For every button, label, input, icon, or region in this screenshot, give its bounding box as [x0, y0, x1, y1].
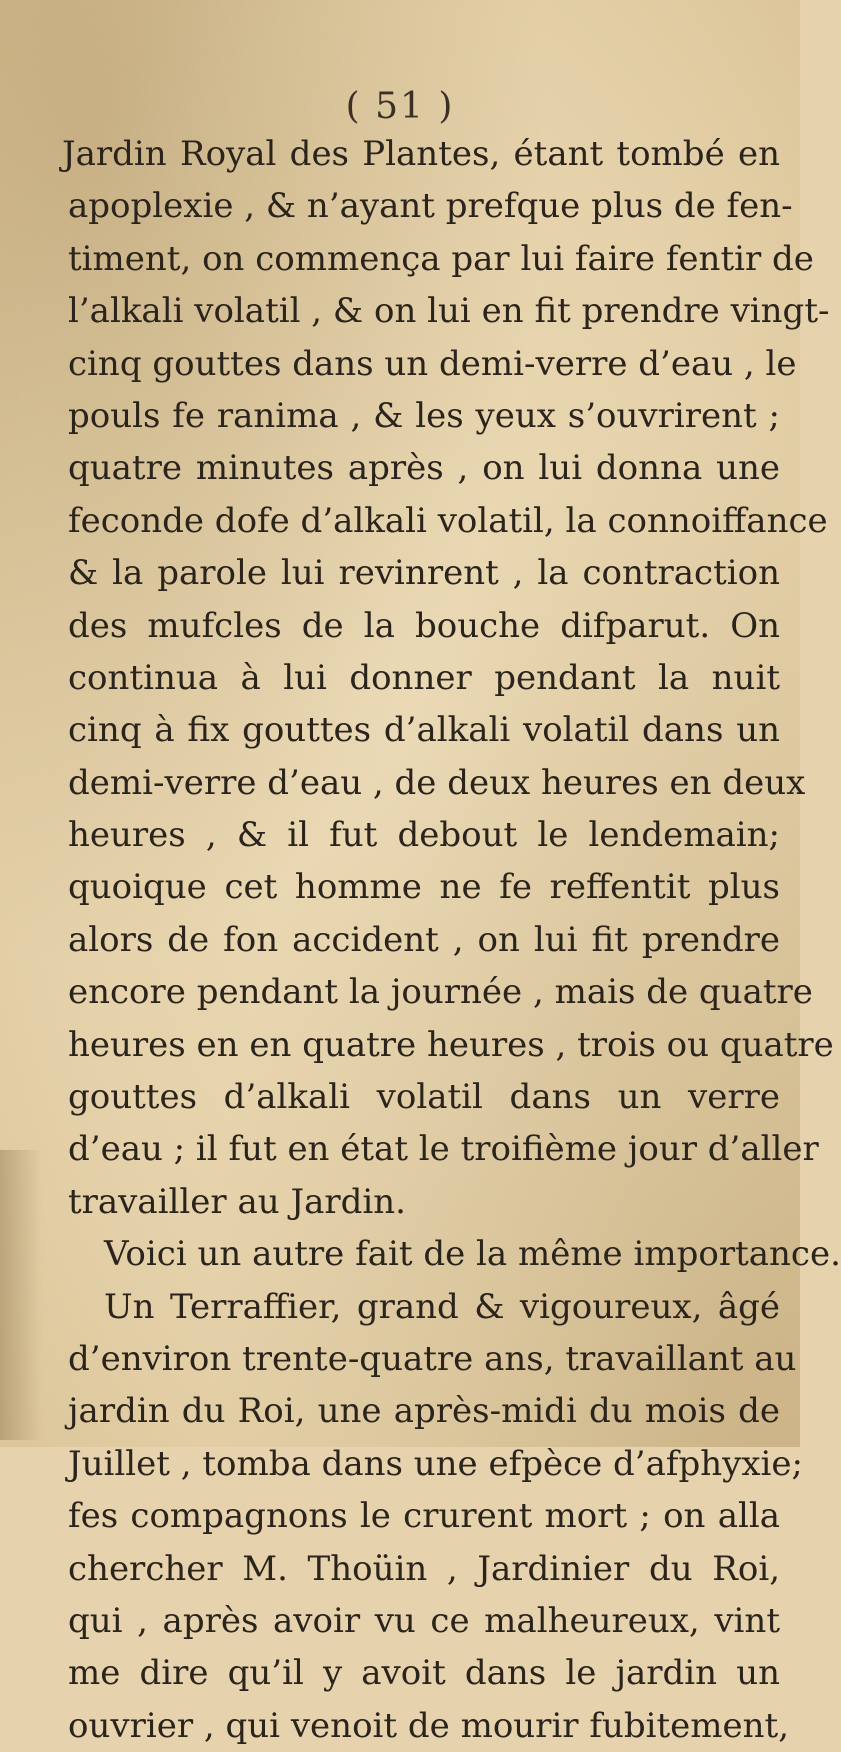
text-line: quatre minutes après , on lui donna une — [68, 448, 780, 489]
text-line: alors de fon accident , on lui fit prendre — [68, 919, 780, 960]
text-line: Jardin Royal des Plantes, étant tombé en — [62, 134, 780, 174]
text-line: feconde dofe d’alkali volatil, la connoiffance — [68, 500, 828, 541]
text-line: me dire qu’il y avoit dans le jardin un — [68, 1653, 780, 1694]
text-line: d’eau ; il fut en état le troifième jour d’aller — [68, 1129, 819, 1170]
text-line: apoplexie , & n’ayant prefque plus de fen- — [68, 186, 793, 227]
text-line: chercher M. Thoüin , Jardinier du Roi, — [68, 1548, 780, 1589]
text-line: quoique cet homme ne fe reffentit plus — [68, 867, 780, 908]
text-line: qui , après avoir vu ce malheureux, vint — [68, 1600, 780, 1641]
text-line: travailler au Jardin. — [68, 1181, 406, 1222]
text-line: heures en en quatre heures , trois ou quatre — [68, 1024, 834, 1065]
text-line: Juillet , tomba dans une efpèce d’afphyxie; — [68, 1443, 803, 1484]
text-line: heures , & il fut debout le lendemain; — [68, 815, 780, 856]
text-line: encore pendant la journée , mais de quatre — [68, 972, 813, 1013]
text-line: cinq à fix gouttes d’alkali volatil dans un — [68, 710, 780, 751]
text-line: & la parole lui revinrent , la contraction — [68, 553, 780, 594]
page-number: ( 51 ) — [345, 86, 455, 127]
text-line: demi-verre d’eau , de deux heures en deux — [68, 762, 806, 803]
text-line: Un Terraffier, grand & vigoureux, âgé — [104, 1286, 780, 1327]
page-edge-shadow — [0, 1150, 42, 1440]
text-line: gouttes d’alkali volatil dans un verre — [68, 1077, 780, 1118]
text-line: Voici un autre fait de la même importance. — [104, 1234, 841, 1275]
text-line: d’environ trente-quatre ans, travaillant au — [68, 1338, 797, 1379]
text-line: ouvrier , qui venoit de mourir fubitement, — [68, 1705, 790, 1746]
text-line: l’alkali volatil , & on lui en fit prendre vingt- — [68, 291, 830, 332]
text-line: continua à lui donner pendant la nuit — [68, 657, 780, 698]
text-line: jardin du Roi, une après-midi du mois de — [68, 1391, 780, 1432]
text-line: fes compagnons le crurent mort ; on alla — [68, 1496, 780, 1537]
text-line: cinq gouttes dans un demi-verre d’eau , le — [68, 343, 797, 384]
text-line: des mufcles de la bouche difparut. On — [68, 605, 780, 646]
body-text — [62, 128, 841, 1752]
text-line: timent, on commença par lui faire fentir de — [68, 238, 814, 279]
text-line: pouls fe ranima , & les yeux s’ouvrirent ; — [68, 395, 780, 436]
